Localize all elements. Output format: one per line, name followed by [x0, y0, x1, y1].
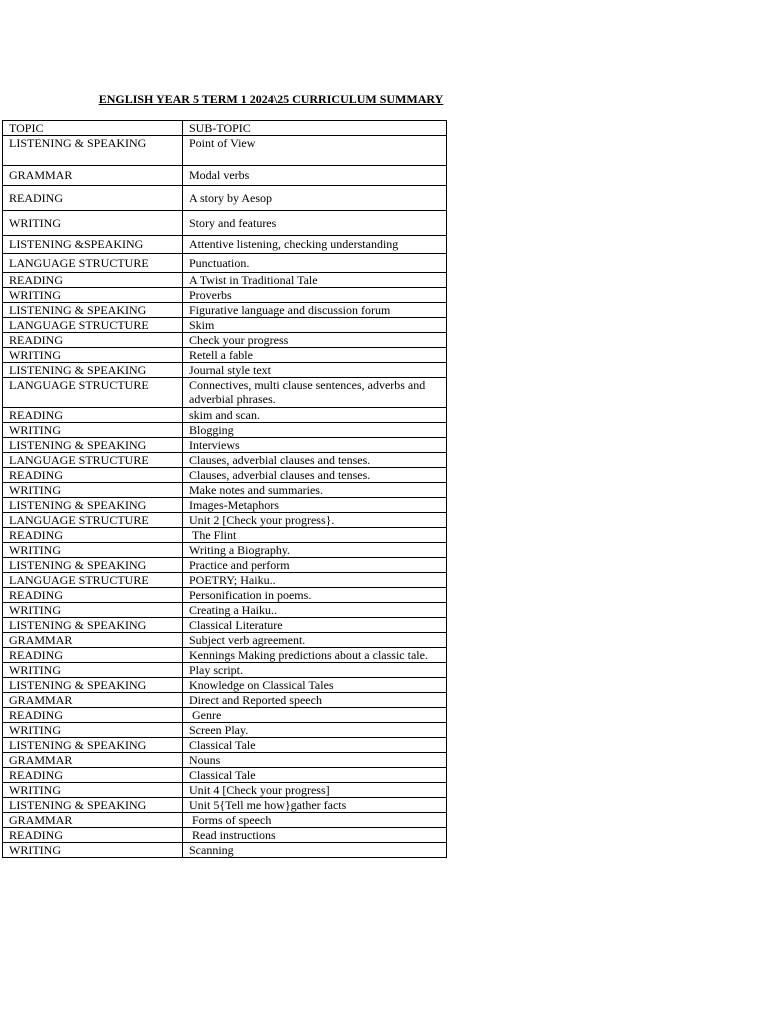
topic-cell: WRITING [3, 423, 183, 438]
sub-topic-cell: A Twist in Traditional Tale [183, 273, 447, 288]
table-header-row [3, 121, 447, 136]
topic-cell: GRAMMAR [3, 166, 183, 186]
sub-topic-cell: Retell a fable [183, 348, 447, 363]
topic-cell: READING [3, 828, 183, 843]
topic-cell: GRAMMAR [3, 633, 183, 648]
topic-cell: WRITING [3, 211, 183, 236]
table-row [3, 273, 447, 288]
topic-cell: GRAMMAR [3, 693, 183, 708]
table-row [3, 513, 447, 528]
sub-topic-cell: Make notes and summaries. [183, 483, 447, 498]
sub-topic-cell: Classical Tale [183, 738, 447, 753]
table-row [3, 363, 447, 378]
sub-topic-cell: The Flint [183, 528, 447, 543]
table-row [3, 303, 447, 318]
table-row [3, 318, 447, 333]
topic-cell: LANGUAGE STRUCTURE [3, 453, 183, 468]
sub-topic-cell: Clauses, adverbial clauses and tenses. [183, 468, 447, 483]
table-row [3, 438, 447, 453]
topic-cell: READING [3, 408, 183, 423]
table-row [3, 633, 447, 648]
table-row [3, 663, 447, 678]
sub-topic-cell: Subject verb agreement. [183, 633, 447, 648]
sub-topic-cell: Blogging [183, 423, 447, 438]
sub-topic-cell: Classical Literature [183, 618, 447, 633]
table-row [3, 166, 447, 186]
table-row [3, 738, 447, 753]
table-row [3, 813, 447, 828]
table-row [3, 768, 447, 783]
table-row [3, 648, 447, 663]
sub-topic-cell: Direct and Reported speech [183, 693, 447, 708]
sub-topic-cell: Knowledge on Classical Tales [183, 678, 447, 693]
sub-topic-cell: Unit 5{Tell me how}gather facts [183, 798, 447, 813]
topic-cell: READING [3, 333, 183, 348]
sub-topic-cell: Unit 4 [Check your progress] [183, 783, 447, 798]
table-row [3, 254, 447, 273]
topic-cell: WRITING [3, 543, 183, 558]
sub-topic-cell: A story by Aesop [183, 186, 447, 211]
sub-topic-cell: Practice and perform [183, 558, 447, 573]
sub-topic-cell: Personification in poems. [183, 588, 447, 603]
topic-cell: READING [3, 588, 183, 603]
sub-topic-cell: Scanning [183, 843, 447, 858]
topic-cell: LANGUAGE STRUCTURE [3, 254, 183, 273]
topic-cell: LISTENING &SPEAKING [3, 236, 183, 254]
header-sub-topic: SUB-TOPIC [183, 121, 447, 136]
topic-cell: LANGUAGE STRUCTURE [3, 513, 183, 528]
table-row [3, 236, 447, 254]
sub-topic-cell: Classical Tale [183, 768, 447, 783]
topic-cell: LISTENING & SPEAKING [3, 678, 183, 693]
table-row [3, 348, 447, 363]
topic-cell: LISTENING & SPEAKING [3, 798, 183, 813]
table-row [3, 843, 447, 858]
topic-cell: WRITING [3, 663, 183, 678]
sub-topic-cell: Images-Metaphors [183, 498, 447, 513]
topic-cell: READING [3, 648, 183, 663]
topic-cell: WRITING [3, 843, 183, 858]
sub-topic-cell: Writing a Biography. [183, 543, 447, 558]
topic-cell: GRAMMAR [3, 753, 183, 768]
topic-cell: LANGUAGE STRUCTURE [3, 573, 183, 588]
topic-cell: LISTENING & SPEAKING [3, 498, 183, 513]
table-row [3, 528, 447, 543]
curriculum-table-body [3, 121, 447, 858]
topic-cell: LISTENING & SPEAKING [3, 136, 183, 166]
topic-cell: READING [3, 708, 183, 723]
sub-topic-cell: Screen Play. [183, 723, 447, 738]
table-row [3, 588, 447, 603]
sub-topic-cell: Nouns [183, 753, 447, 768]
table-row [3, 753, 447, 768]
table-row [3, 136, 447, 166]
table-row [3, 408, 447, 423]
table-row [3, 678, 447, 693]
sub-topic-cell: Connectives, multi clause sentences, adverbs and adverbial phrases. [183, 378, 447, 408]
topic-cell: READING [3, 186, 183, 211]
sub-topic-cell: Forms of speech [183, 813, 447, 828]
sub-topic-cell: Attentive listening, checking understanding [183, 236, 447, 254]
table-row [3, 783, 447, 798]
document-title: ENGLISH YEAR 5 TERM 1 2024\25 CURRICULUM SUMMARY [98, 92, 444, 106]
topic-cell: WRITING [3, 483, 183, 498]
sub-topic-cell: Proverbs [183, 288, 447, 303]
table-row [3, 378, 447, 408]
sub-topic-cell: Journal style text [183, 363, 447, 378]
topic-cell: LANGUAGE STRUCTURE [3, 318, 183, 333]
table-row [3, 288, 447, 303]
table-row [3, 483, 447, 498]
sub-topic-cell: Punctuation. [183, 254, 447, 273]
sub-topic-cell: POETRY; Haiku.. [183, 573, 447, 588]
topic-cell: WRITING [3, 348, 183, 363]
topic-cell: READING [3, 528, 183, 543]
table-row [3, 708, 447, 723]
table-row [3, 211, 447, 236]
table-row [3, 453, 447, 468]
sub-topic-cell: Interviews [183, 438, 447, 453]
table-row [3, 603, 447, 618]
sub-topic-cell: Clauses, adverbial clauses and tenses. [183, 453, 447, 468]
sub-topic-cell: Point of View [183, 136, 447, 166]
table-row [3, 618, 447, 633]
sub-topic-cell: Play script. [183, 663, 447, 678]
topic-cell: LISTENING & SPEAKING [3, 738, 183, 753]
topic-cell: WRITING [3, 603, 183, 618]
table-row [3, 573, 447, 588]
topic-cell: READING [3, 768, 183, 783]
topic-cell: LISTENING & SPEAKING [3, 558, 183, 573]
table-row [3, 693, 447, 708]
table-row [3, 798, 447, 813]
sub-topic-cell: Check your progress [183, 333, 447, 348]
sub-topic-cell: Unit 2 [Check your progress}. [183, 513, 447, 528]
topic-cell: GRAMMAR [3, 813, 183, 828]
sub-topic-cell: Kennings Making predictions about a classic tale. [183, 648, 447, 663]
sub-topic-cell: Skim [183, 318, 447, 333]
topic-cell: READING [3, 468, 183, 483]
topic-cell: WRITING [3, 288, 183, 303]
sub-topic-cell: Read instructions [183, 828, 447, 843]
table-row [3, 723, 447, 738]
table-row [3, 558, 447, 573]
table-row [3, 468, 447, 483]
sub-topic-cell: Modal verbs [183, 166, 447, 186]
table-row [3, 828, 447, 843]
header-topic: TOPIC [3, 121, 183, 136]
sub-topic-cell: Figurative language and discussion forum [183, 303, 447, 318]
sub-topic-cell: Creating a Haiku.. [183, 603, 447, 618]
curriculum-table [2, 120, 447, 858]
topic-cell: READING [3, 273, 183, 288]
table-row [3, 498, 447, 513]
table-row [3, 186, 447, 211]
table-row [3, 333, 447, 348]
table-row [3, 543, 447, 558]
topic-cell: WRITING [3, 783, 183, 798]
topic-cell: WRITING [3, 723, 183, 738]
sub-topic-cell: Story and features [183, 211, 447, 236]
topic-cell: LISTENING & SPEAKING [3, 303, 183, 318]
sub-topic-cell: Genre [183, 708, 447, 723]
topic-cell: LANGUAGE STRUCTURE [3, 378, 183, 408]
table-row [3, 423, 447, 438]
topic-cell: LISTENING & SPEAKING [3, 618, 183, 633]
topic-cell: LISTENING & SPEAKING [3, 363, 183, 378]
sub-topic-cell: skim and scan. [183, 408, 447, 423]
topic-cell: LISTENING & SPEAKING [3, 438, 183, 453]
